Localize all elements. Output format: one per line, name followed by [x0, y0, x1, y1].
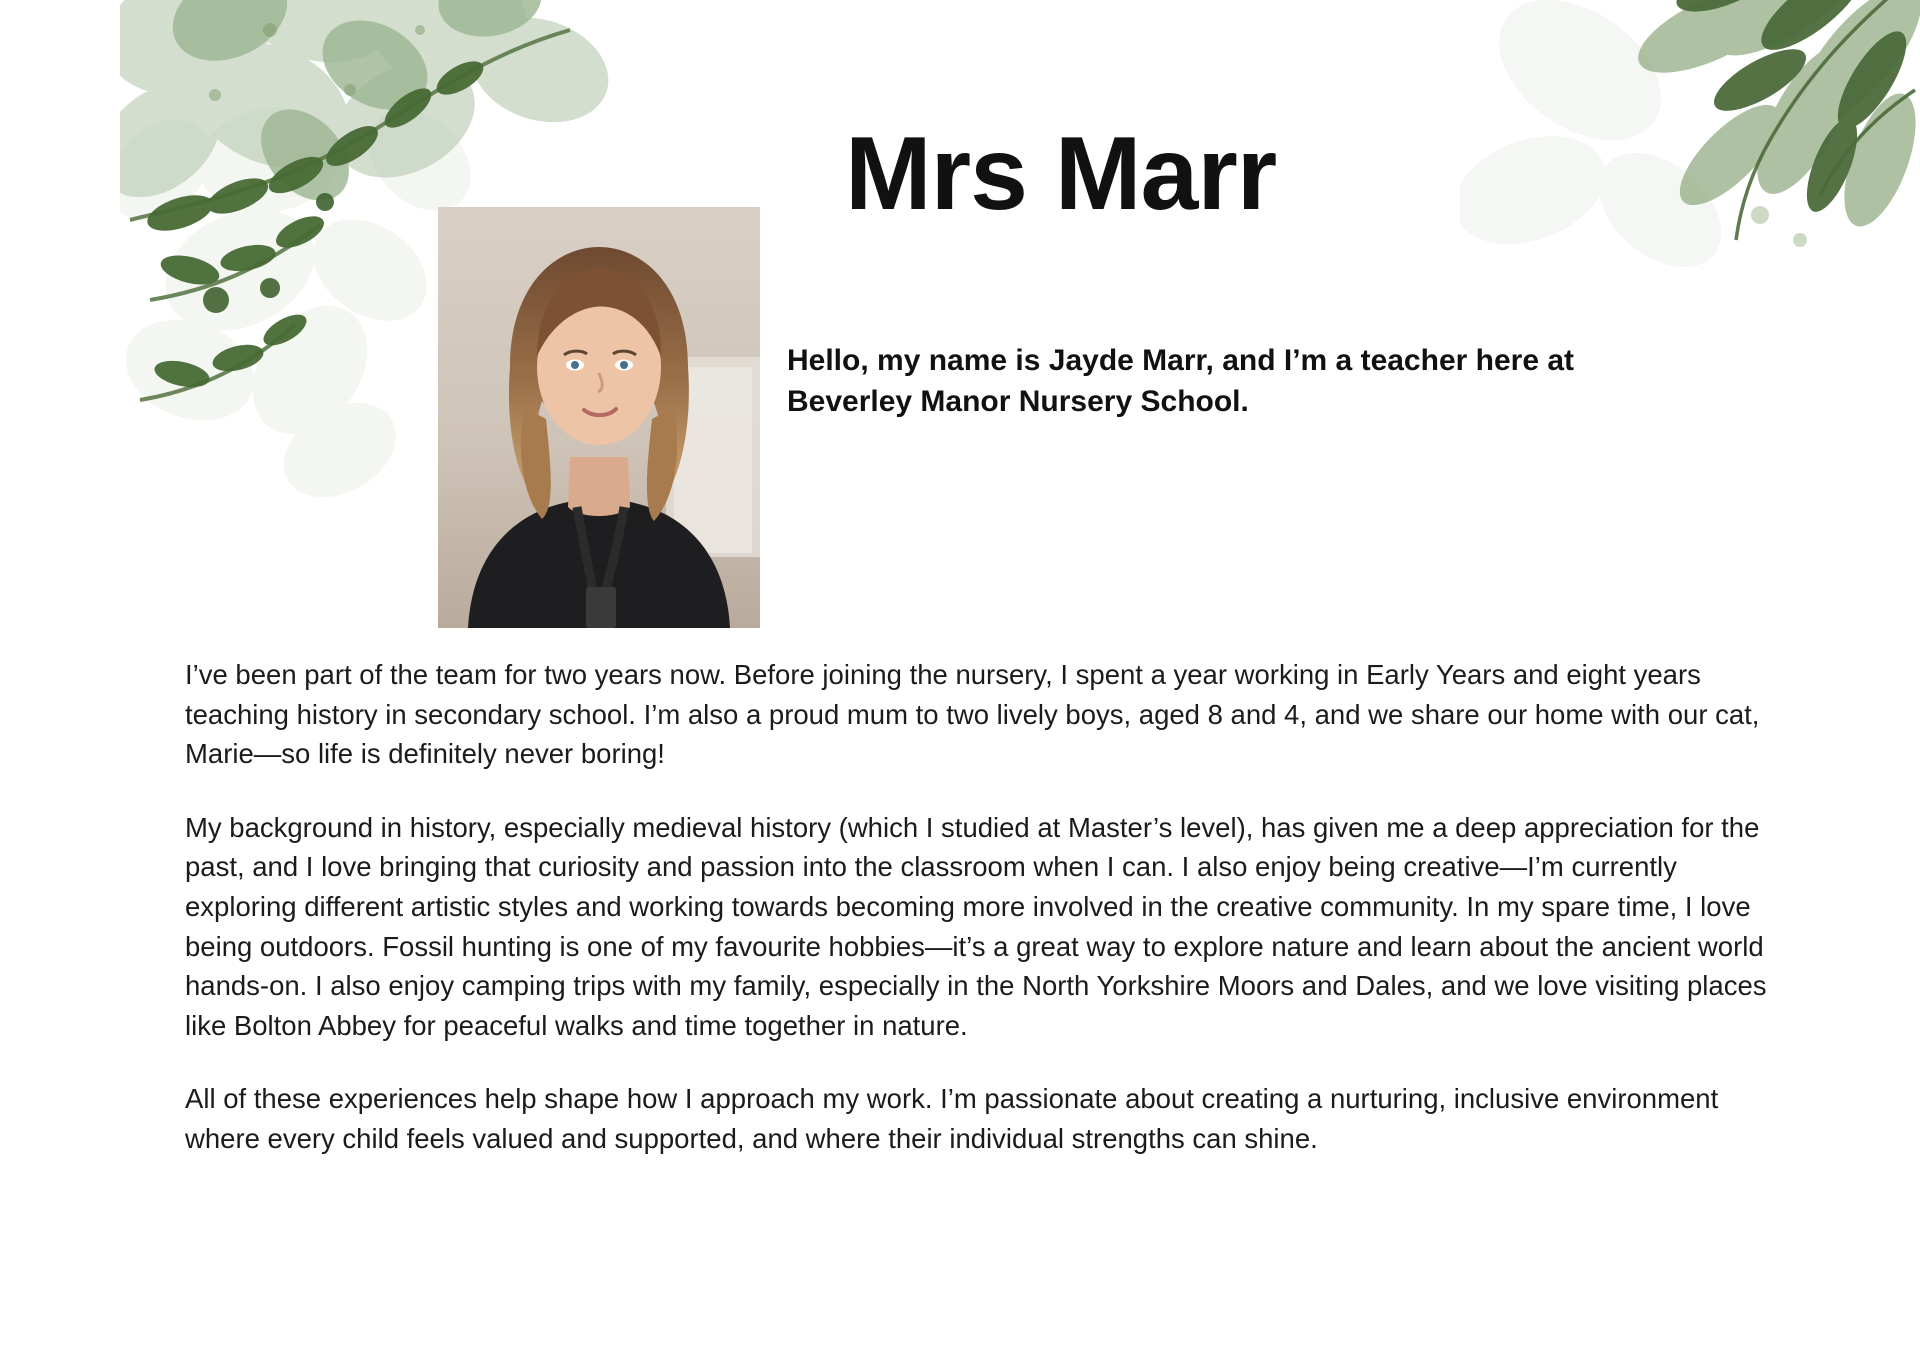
portrait-photo-icon	[438, 207, 760, 628]
page-title: Mrs Marr	[845, 115, 1277, 232]
body-copy	[185, 655, 1780, 1159]
body-paragraph-3: All of these experiences help shape how I approach my work. I’m passionate about creating a nurturing, inclusive environment where every child feels valued and supported, and where their individual strengths can shine.	[185, 1083, 1719, 1154]
body-paragraph-1: I’ve been part of the team for two years now. Before joining the nursery, I spent a year working in Early Years and eight years teaching history in secondary school. I’m also a proud mum to two lively boys, aged 8 and 4, and we share our home with our cat, Marie—so life is definitely never boring!	[185, 659, 1760, 770]
body-paragraph-2: My background in history, especially medieval history (which I studied at Master’s level), has given me a deep appreciation for the past, and I love bringing that curiosity and passion into the classroom when I can. I also enjoy being creative—I’m currently exploring different artistic styles and working towards becoming more involved in the creative community. In my spare time, I love being outdoors. Fossil hunting is one of my favourite hobbies—it’s a great way to explore nature and learn about the ancient world hands-on. I also enjoy camping trips with my family, especially in the North Yorkshire Moors and Dales, and we love visiting places like Bolton Abbey for peaceful walks and time together in nature.	[185, 811, 1767, 1041]
avatar	[438, 207, 760, 628]
intro-paragraph: Hello, my name is Jayde Marr, and I’m a teacher here at Beverley Manor Nursery School.	[787, 344, 1575, 419]
olive-branch-leaves-top-right-icon	[1460, 0, 1920, 390]
